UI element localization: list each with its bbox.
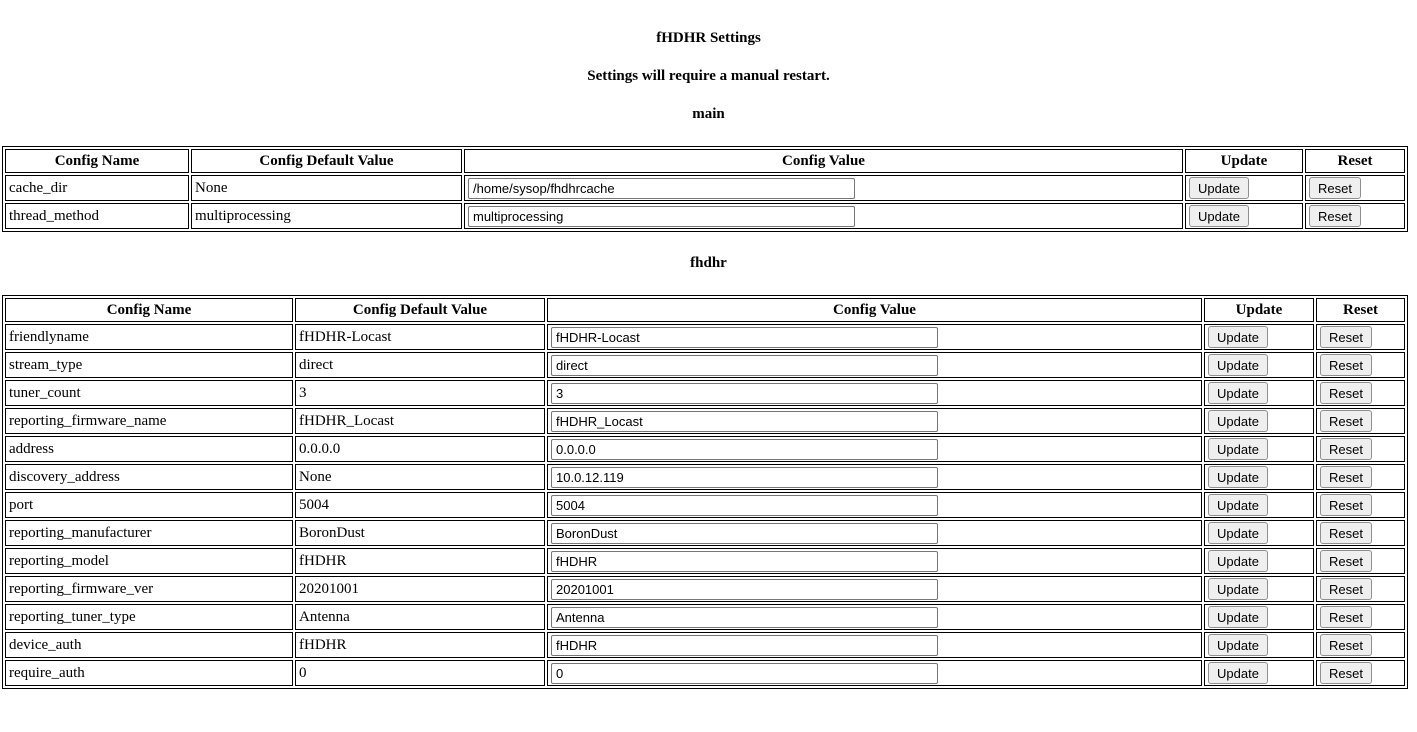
table-row	[5, 175, 1405, 201]
table-row	[5, 324, 1405, 350]
reset-cell	[1316, 520, 1405, 546]
update-cell	[1204, 464, 1314, 490]
update-cell	[1204, 492, 1314, 518]
table-row	[5, 436, 1405, 462]
reset-button[interactable]: Reset	[1320, 466, 1372, 488]
update-cell	[1204, 632, 1314, 658]
update-button[interactable]: Update	[1208, 550, 1268, 572]
config-value-input[interactable]	[551, 663, 938, 684]
update-cell	[1204, 380, 1314, 406]
config-value-cell	[547, 660, 1202, 686]
table-header-row	[5, 149, 1405, 173]
config-value-input[interactable]	[551, 607, 938, 628]
reset-cell	[1316, 660, 1405, 686]
config-name-cell: reporting_firmware_name	[5, 408, 293, 434]
table-header-row	[5, 298, 1405, 322]
reset-cell	[1316, 408, 1405, 434]
reset-cell	[1316, 492, 1405, 518]
config-value-input[interactable]	[551, 523, 938, 544]
reset-button[interactable]: Reset	[1320, 438, 1372, 460]
update-button[interactable]: Update	[1208, 354, 1268, 376]
update-button[interactable]: Update	[1208, 326, 1268, 348]
update-cell	[1204, 324, 1314, 350]
config-name-cell: reporting_model	[5, 548, 293, 574]
config-value-cell	[547, 408, 1202, 434]
config-default-cell: 0	[295, 660, 545, 686]
config-value-input[interactable]	[551, 327, 938, 348]
config-name-cell: port	[5, 492, 293, 518]
reset-button[interactable]: Reset	[1320, 410, 1372, 432]
config-value-cell	[547, 324, 1202, 350]
table-row	[5, 604, 1405, 630]
config-default-header: Config Default Value	[191, 149, 462, 173]
reset-cell	[1305, 175, 1405, 201]
update-button[interactable]: Update	[1208, 606, 1268, 628]
reset-cell	[1316, 352, 1405, 378]
config-value-cell	[547, 380, 1202, 406]
config-default-cell: 20201001	[295, 576, 545, 602]
main-config-table	[2, 146, 1408, 232]
config-name-cell: device_auth	[5, 632, 293, 658]
config-default-cell: fHDHR-Locast	[295, 324, 545, 350]
config-name-cell: require_auth	[5, 660, 293, 686]
reset-cell	[1316, 632, 1405, 658]
reset-button[interactable]: Reset	[1320, 634, 1372, 656]
table-row	[5, 352, 1405, 378]
update-header: Update	[1185, 149, 1303, 173]
reset-cell	[1316, 548, 1405, 574]
update-button[interactable]: Update	[1208, 634, 1268, 656]
config-value-cell	[547, 464, 1202, 490]
config-name-cell: discovery_address	[5, 464, 293, 490]
config-value-cell	[547, 576, 1202, 602]
config-name-cell: thread_method	[5, 203, 189, 229]
config-value-header: Config Value	[464, 149, 1183, 173]
config-name-cell: friendlyname	[5, 324, 293, 350]
table-row	[5, 576, 1405, 602]
config-value-cell	[547, 492, 1202, 518]
config-default-cell: fHDHR_Locast	[295, 408, 545, 434]
update-cell	[1185, 203, 1303, 229]
reset-button[interactable]: Reset	[1320, 326, 1372, 348]
reset-button[interactable]: Reset	[1320, 494, 1372, 516]
config-value-cell	[547, 604, 1202, 630]
config-value-input[interactable]	[551, 579, 938, 600]
config-value-input[interactable]	[551, 495, 938, 516]
config-default-cell: 0.0.0.0	[295, 436, 545, 462]
table-row	[5, 203, 1405, 229]
config-value-cell	[547, 632, 1202, 658]
reset-button[interactable]: Reset	[1320, 382, 1372, 404]
config-value-header: Config Value	[547, 298, 1202, 322]
update-button[interactable]: Update	[1208, 494, 1268, 516]
config-default-cell: None	[191, 175, 462, 201]
reset-cell	[1316, 604, 1405, 630]
update-button[interactable]: Update	[1208, 466, 1268, 488]
config-value-cell	[547, 436, 1202, 462]
config-default-cell: Antenna	[295, 604, 545, 630]
config-name-cell: reporting_tuner_type	[5, 604, 293, 630]
config-name-cell: cache_dir	[5, 175, 189, 201]
reset-button[interactable]: Reset	[1320, 550, 1372, 572]
reset-button[interactable]: Reset	[1320, 522, 1372, 544]
reset-header: Reset	[1305, 149, 1405, 173]
reset-button[interactable]: Reset	[1320, 662, 1372, 684]
config-default-cell: None	[295, 464, 545, 490]
update-button[interactable]: Update	[1208, 662, 1268, 684]
config-value-input[interactable]	[551, 551, 938, 572]
reset-button[interactable]: Reset	[1320, 606, 1372, 628]
config-value-cell	[547, 352, 1202, 378]
table-row	[5, 464, 1405, 490]
update-button[interactable]: Update	[1208, 410, 1268, 432]
config-name-header: Config Name	[5, 298, 293, 322]
config-value-input[interactable]	[468, 178, 855, 199]
table-row	[5, 548, 1405, 574]
page-title: fHDHR Settings	[656, 30, 761, 46]
table-row	[5, 408, 1405, 434]
config-value-input[interactable]	[551, 467, 938, 488]
config-value-input[interactable]	[551, 411, 938, 432]
update-button[interactable]: Update	[1189, 177, 1249, 199]
config-value-cell	[547, 520, 1202, 546]
config-default-cell: fHDHR	[295, 548, 545, 574]
update-button[interactable]: Update	[1208, 438, 1268, 460]
section-title-fhdhr: fhdhr	[690, 255, 727, 271]
update-cell	[1185, 175, 1303, 201]
reset-cell	[1316, 324, 1405, 350]
config-name-cell: stream_type	[5, 352, 293, 378]
update-cell	[1204, 576, 1314, 602]
reset-button[interactable]: Reset	[1320, 578, 1372, 600]
update-cell	[1204, 604, 1314, 630]
reset-cell	[1316, 436, 1405, 462]
config-default-cell: BoronDust	[295, 520, 545, 546]
config-name-header: Config Name	[5, 149, 189, 173]
update-button[interactable]: Update	[1208, 522, 1268, 544]
config-value-cell	[464, 175, 1183, 201]
update-cell	[1204, 408, 1314, 434]
reset-cell	[1305, 203, 1405, 229]
update-cell	[1204, 352, 1314, 378]
update-cell	[1204, 548, 1314, 574]
table-row	[5, 632, 1405, 658]
reset-cell	[1316, 380, 1405, 406]
update-button[interactable]: Update	[1208, 578, 1268, 600]
table-row	[5, 520, 1405, 546]
config-name-cell: address	[5, 436, 293, 462]
config-value-cell	[547, 548, 1202, 574]
table-row	[5, 380, 1405, 406]
config-value-input[interactable]	[551, 355, 938, 376]
table-row	[5, 492, 1405, 518]
restart-notice: Settings will require a manual restart.	[587, 68, 830, 84]
config-value-input[interactable]	[468, 206, 855, 227]
update-cell	[1204, 436, 1314, 462]
config-name-cell: reporting_manufacturer	[5, 520, 293, 546]
config-value-input[interactable]	[551, 383, 938, 404]
reset-header: Reset	[1316, 298, 1405, 322]
reset-button[interactable]: Reset	[1309, 205, 1361, 227]
config-default-cell: 5004	[295, 492, 545, 518]
reset-cell	[1316, 464, 1405, 490]
config-default-cell: fHDHR	[295, 632, 545, 658]
config-default-cell: multiprocessing	[191, 203, 462, 229]
table-row	[5, 660, 1405, 686]
fhdhr-config-table	[2, 295, 1408, 689]
update-header: Update	[1204, 298, 1314, 322]
update-button[interactable]: Update	[1189, 205, 1249, 227]
reset-cell	[1316, 576, 1405, 602]
reset-button[interactable]: Reset	[1309, 177, 1361, 199]
config-value-cell	[464, 203, 1183, 229]
config-default-cell: 3	[295, 380, 545, 406]
config-default-header: Config Default Value	[295, 298, 545, 322]
config-default-cell: direct	[295, 352, 545, 378]
config-value-input[interactable]	[551, 439, 938, 460]
config-name-cell: tuner_count	[5, 380, 293, 406]
config-value-input[interactable]	[551, 635, 938, 656]
config-name-cell: reporting_firmware_ver	[5, 576, 293, 602]
section-title-main: main	[692, 106, 725, 122]
update-button[interactable]: Update	[1208, 382, 1268, 404]
update-cell	[1204, 660, 1314, 686]
update-cell	[1204, 520, 1314, 546]
reset-button[interactable]: Reset	[1320, 354, 1372, 376]
